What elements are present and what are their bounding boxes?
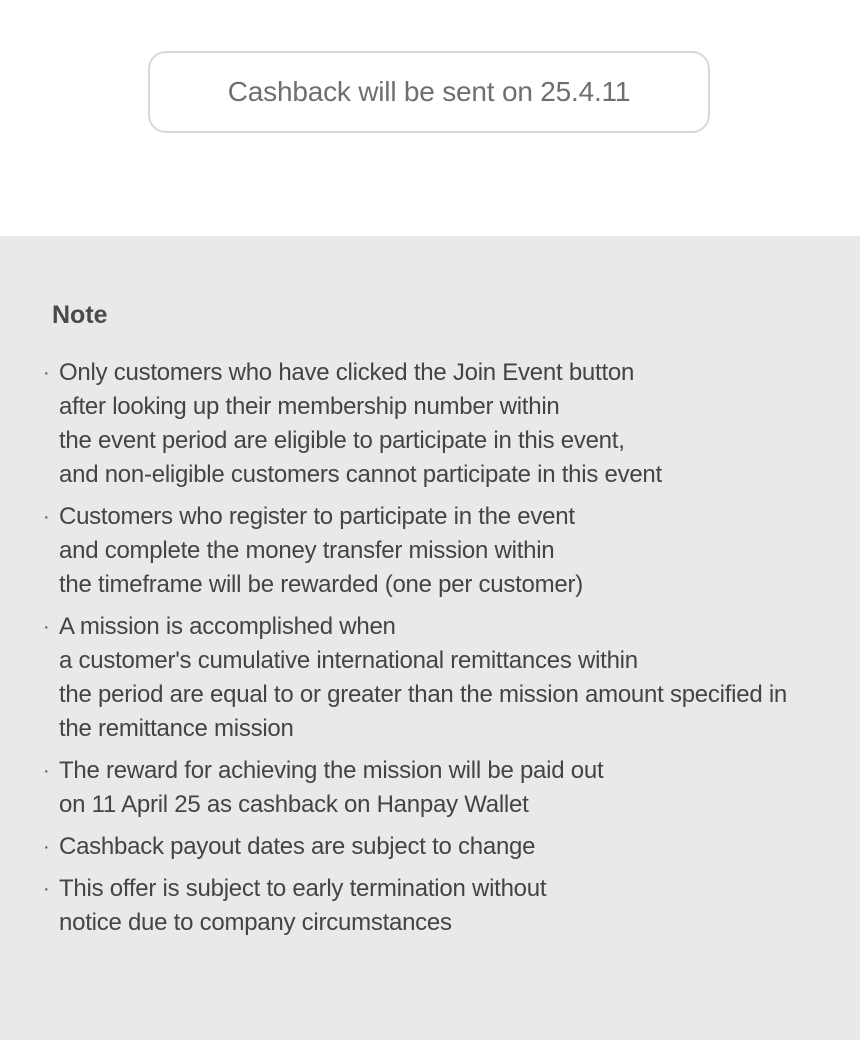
note-item-reward-condition (40, 500, 840, 602)
note-line: the event period are eligible to participate in this event, (59, 427, 625, 454)
bullet-dot: · (43, 878, 50, 900)
note-list (40, 356, 840, 948)
note-item-eligibility (40, 356, 840, 492)
note-line: the remittance mission (59, 715, 294, 742)
note-line: the timeframe will be rewarded (one per customer) (59, 571, 583, 598)
note-line: A mission is accomplished when (59, 613, 396, 640)
bullet-dot: · (43, 506, 50, 528)
note-section (0, 236, 860, 1040)
note-item-termination (40, 872, 840, 940)
bullet-dot: · (43, 760, 50, 782)
note-line: Customers who register to participate in the event (59, 503, 575, 530)
note-line: Only customers who have clicked the Join Event button (59, 359, 635, 386)
note-line: the period are equal to or greater than the mission amount specified in (59, 681, 788, 708)
note-line: and complete the money transfer mission within (59, 537, 555, 564)
bullet-dot: · (43, 362, 50, 384)
note-line: This offer is subject to early termination without (59, 875, 547, 902)
bullet-dot: · (43, 616, 50, 638)
note-title: Note (52, 301, 108, 329)
note-line: a customer's cumulative international remittances within (59, 647, 638, 674)
note-line: and non-eligible customers cannot participate in this event (59, 461, 662, 488)
cashback-section (0, 0, 860, 236)
note-item-mission-definition (40, 610, 840, 746)
note-line: Cashback payout dates are subject to change (59, 833, 536, 860)
note-line: after looking up their membership number within (59, 393, 560, 420)
note-item-date-change (40, 830, 840, 864)
cashback-date-banner: Cashback will be sent on 25.4.11 (148, 51, 710, 133)
note-line: notice due to company circumstances (59, 909, 452, 936)
note-line: The reward for achieving the mission will be paid out (59, 757, 604, 784)
note-item-payout (40, 754, 840, 822)
note-line: on 11 April 25 as cashback on Hanpay Wallet (59, 791, 529, 818)
bullet-dot: · (43, 836, 50, 858)
